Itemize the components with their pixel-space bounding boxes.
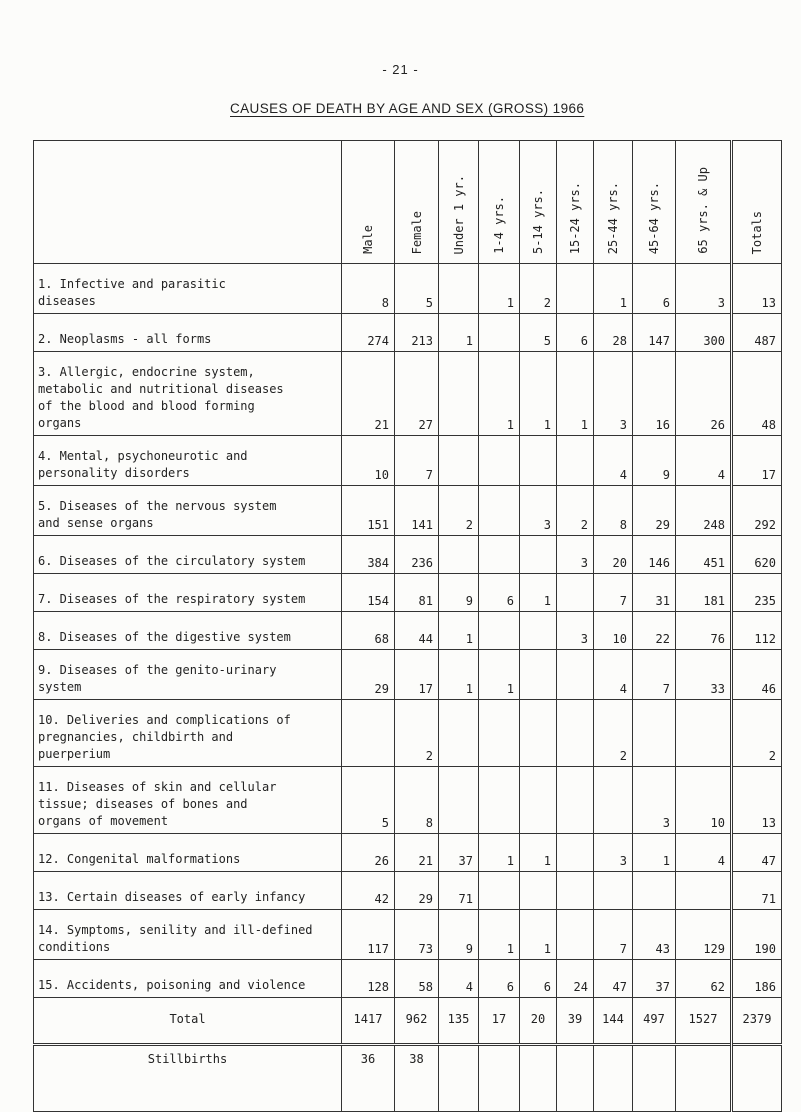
column-header — [520, 141, 557, 264]
table-cell: 1 — [439, 650, 479, 700]
table-cell — [633, 872, 676, 910]
table-cell — [479, 486, 520, 536]
table-cell — [520, 612, 557, 650]
table-cell: 9 — [633, 436, 676, 486]
table-cell: 2379 — [732, 998, 782, 1045]
table-cell: 62 — [676, 960, 732, 998]
table-cell — [479, 767, 520, 834]
cause-label: 14. Symptoms, senility and ill-defined conditions — [34, 910, 342, 960]
table-cell: 20 — [594, 536, 633, 574]
cause-label: 8. Diseases of the digestive system — [34, 612, 342, 650]
table-cell: 27 — [395, 352, 439, 436]
table-cell: 2 — [439, 486, 479, 536]
table-cell: 3 — [557, 612, 594, 650]
table-cell: 5 — [520, 314, 557, 352]
cause-label: 12. Congenital malformations — [34, 834, 342, 872]
table-cell: 2 — [732, 700, 782, 767]
table-cell — [676, 872, 732, 910]
table-cell: 4 — [594, 436, 633, 486]
table-cell: 129 — [676, 910, 732, 960]
table-cell: 300 — [676, 314, 732, 352]
column-header-label: 25-44 yrs. — [606, 181, 620, 254]
table-cell — [439, 1045, 479, 1112]
table-cell: 7 — [395, 436, 439, 486]
column-header — [633, 141, 676, 264]
table-row — [34, 352, 782, 436]
table-row — [34, 767, 782, 834]
table-cell: 112 — [732, 612, 782, 650]
table-cell: 497 — [633, 998, 676, 1045]
table-cell: 7 — [594, 910, 633, 960]
table-cell: 29 — [395, 872, 439, 910]
table-cell: 43 — [633, 910, 676, 960]
table-cell: 1 — [594, 264, 633, 314]
table-cell: 16 — [633, 352, 676, 436]
cause-label: 6. Diseases of the circulatory system — [34, 536, 342, 574]
table-row — [34, 536, 782, 574]
table-row — [34, 960, 782, 998]
table-row — [34, 650, 782, 700]
table-cell: 2 — [395, 700, 439, 767]
table-cell: 3 — [594, 834, 633, 872]
table-cell: 962 — [395, 998, 439, 1045]
table-cell: 135 — [439, 998, 479, 1045]
table-cell: 274 — [342, 314, 395, 352]
table-cell — [520, 767, 557, 834]
table-cell: 1 — [439, 314, 479, 352]
table-cell: 68 — [342, 612, 395, 650]
table-cell: 36 — [342, 1045, 395, 1112]
table-cell: 37 — [439, 834, 479, 872]
table-cell: 10 — [594, 612, 633, 650]
table-cell — [557, 910, 594, 960]
table-cell: 248 — [676, 486, 732, 536]
table-cell — [557, 767, 594, 834]
table-cell: 33 — [676, 650, 732, 700]
table-cell — [439, 264, 479, 314]
table-cell — [342, 700, 395, 767]
table-cell: 6 — [520, 960, 557, 998]
table-cell — [479, 314, 520, 352]
table-cell: 46 — [732, 650, 782, 700]
table-cell: 10 — [676, 767, 732, 834]
table-cell — [479, 436, 520, 486]
cause-label: 11. Diseases of skin and cellular tissue; diseases of bones and organs of movement — [34, 767, 342, 834]
column-header-label: 5-14 yrs. — [531, 188, 545, 254]
table-cell — [557, 1045, 594, 1112]
table-cell — [633, 1045, 676, 1112]
table-cell: 37 — [633, 960, 676, 998]
table-cell — [439, 536, 479, 574]
table-cell: 21 — [342, 352, 395, 436]
table-row — [34, 612, 782, 650]
table-cell: 8 — [342, 264, 395, 314]
cause-label: 7. Diseases of the respiratory system — [34, 574, 342, 612]
table-cell — [479, 700, 520, 767]
table-cell — [594, 1045, 633, 1112]
column-header-label: 15-24 yrs. — [568, 181, 582, 254]
table-cell — [439, 700, 479, 767]
table-cell: 13 — [732, 767, 782, 834]
table-row — [34, 264, 782, 314]
column-header-label: 1-4 yrs. — [492, 196, 506, 254]
table-cell: 71 — [439, 872, 479, 910]
table-cell: 4 — [439, 960, 479, 998]
table-cell — [439, 436, 479, 486]
table-cell — [557, 436, 594, 486]
cause-label: 3. Allergic, endocrine system, metabolic and nutritional diseases of the blood and blood forming organs — [34, 352, 342, 436]
table-cell: 29 — [633, 486, 676, 536]
table-cell — [594, 767, 633, 834]
table-cell: 1 — [479, 650, 520, 700]
table-cell: 73 — [395, 910, 439, 960]
table-cell: 42 — [342, 872, 395, 910]
page-title: CAUSES OF DEATH BY AGE AND SEX (GROSS) 1966 — [230, 101, 585, 116]
table-cell: 128 — [342, 960, 395, 998]
table-cell: 620 — [732, 536, 782, 574]
table-cell — [520, 436, 557, 486]
table-cell: 22 — [633, 612, 676, 650]
column-header-label: Female — [409, 210, 424, 254]
table-cell: 5 — [395, 264, 439, 314]
table-cell: 1417 — [342, 998, 395, 1045]
table-cell: 1 — [520, 834, 557, 872]
table-cell: 151 — [342, 486, 395, 536]
table-cell: 76 — [676, 612, 732, 650]
table-cell — [520, 700, 557, 767]
table-cell — [520, 872, 557, 910]
table-cell: 154 — [342, 574, 395, 612]
table-cell: 236 — [395, 536, 439, 574]
column-header — [557, 141, 594, 264]
header-row — [34, 141, 782, 264]
table-cell: 213 — [395, 314, 439, 352]
table-cell: 9 — [439, 910, 479, 960]
table-cell: 9 — [439, 574, 479, 612]
causes-of-death-table — [33, 140, 782, 1112]
total-label: Total — [34, 998, 342, 1045]
cause-label: 10. Deliveries and complications of pregnancies, childbirth and puerperium — [34, 700, 342, 767]
table-cell: 6 — [633, 264, 676, 314]
table-cell: 7 — [594, 574, 633, 612]
table-cell — [479, 1045, 520, 1112]
table-cell: 3 — [520, 486, 557, 536]
table-cell: 2 — [594, 700, 633, 767]
table-cell: 2 — [557, 486, 594, 536]
table-cell: 17 — [732, 436, 782, 486]
table-cell: 44 — [395, 612, 439, 650]
table-body — [34, 264, 782, 1112]
table-cell: 1 — [439, 612, 479, 650]
table-row — [34, 574, 782, 612]
column-header — [732, 141, 782, 264]
cause-label: 9. Diseases of the genito-urinary system — [34, 650, 342, 700]
table-cell: 1 — [557, 352, 594, 436]
table-cell: 4 — [676, 436, 732, 486]
table-cell — [633, 700, 676, 767]
table-row — [34, 910, 782, 960]
table-cell: 21 — [395, 834, 439, 872]
table-cell — [676, 700, 732, 767]
table-row — [34, 486, 782, 536]
cause-label: 2. Neoplasms - all forms — [34, 314, 342, 352]
table-cell: 4 — [676, 834, 732, 872]
table-cell: 17 — [395, 650, 439, 700]
table-cell — [557, 834, 594, 872]
table-cell: 26 — [676, 352, 732, 436]
cause-label: 15. Accidents, poisoning and violence — [34, 960, 342, 998]
table-cell: 8 — [594, 486, 633, 536]
table-cell — [479, 872, 520, 910]
table-cell: 1 — [479, 264, 520, 314]
table-cell: 39 — [557, 998, 594, 1045]
cause-label: 1. Infective and parasitic diseases — [34, 264, 342, 314]
table-cell: 1527 — [676, 998, 732, 1045]
total-row — [34, 998, 782, 1045]
column-header — [395, 141, 439, 264]
table-cell: 10 — [342, 436, 395, 486]
table-cell: 3 — [594, 352, 633, 436]
table-cell: 186 — [732, 960, 782, 998]
page-number: - 21 - — [382, 62, 419, 77]
table-cell: 47 — [594, 960, 633, 998]
table-cell: 190 — [732, 910, 782, 960]
table-cell: 31 — [633, 574, 676, 612]
cause-label: 4. Mental, psychoneurotic and personality disorders — [34, 436, 342, 486]
table-cell: 5 — [342, 767, 395, 834]
table-cell: 181 — [676, 574, 732, 612]
table-cell — [557, 650, 594, 700]
table-cell — [557, 872, 594, 910]
column-header-label: 65 yrs. & Up — [696, 167, 710, 254]
table-cell: 1 — [520, 910, 557, 960]
table-cell: 4 — [594, 650, 633, 700]
table-cell: 3 — [676, 264, 732, 314]
table-cell: 1 — [479, 910, 520, 960]
table-cell: 451 — [676, 536, 732, 574]
table-cell — [557, 700, 594, 767]
table-cell — [520, 536, 557, 574]
cause-label: 5. Diseases of the nervous system and sense organs — [34, 486, 342, 536]
table-cell: 2 — [520, 264, 557, 314]
table-row — [34, 436, 782, 486]
table-row — [34, 872, 782, 910]
table-cell: 28 — [594, 314, 633, 352]
table-cell: 144 — [594, 998, 633, 1045]
table-cell: 48 — [732, 352, 782, 436]
table-row — [34, 834, 782, 872]
table-cell — [479, 612, 520, 650]
table-cell: 47 — [732, 834, 782, 872]
column-header-label: Under 1 yr. — [451, 174, 466, 254]
table-cell: 7 — [633, 650, 676, 700]
table-cell — [479, 536, 520, 574]
table-cell: 38 — [395, 1045, 439, 1112]
table-cell: 58 — [395, 960, 439, 998]
table-cell: 3 — [557, 536, 594, 574]
column-header — [342, 141, 395, 264]
table-cell: 24 — [557, 960, 594, 998]
header-cause-cell — [34, 141, 342, 264]
table-cell — [732, 1045, 782, 1112]
column-header — [479, 141, 520, 264]
table-cell: 147 — [633, 314, 676, 352]
table-cell: 292 — [732, 486, 782, 536]
table-cell — [439, 767, 479, 834]
stillbirths-label: Stillbirths — [34, 1045, 342, 1112]
table-cell: 3 — [633, 767, 676, 834]
table-cell: 6 — [479, 574, 520, 612]
table-cell: 487 — [732, 314, 782, 352]
table-cell: 6 — [557, 314, 594, 352]
table-cell: 1 — [633, 834, 676, 872]
table-cell: 117 — [342, 910, 395, 960]
table-cell — [520, 1045, 557, 1112]
table-cell: 141 — [395, 486, 439, 536]
table-cell: 235 — [732, 574, 782, 612]
table-cell: 146 — [633, 536, 676, 574]
table-row — [34, 700, 782, 767]
table-cell: 13 — [732, 264, 782, 314]
column-header — [439, 141, 479, 264]
table-cell: 81 — [395, 574, 439, 612]
table-cell — [557, 574, 594, 612]
table-cell — [520, 650, 557, 700]
column-header — [676, 141, 732, 264]
table-cell: 26 — [342, 834, 395, 872]
table-cell — [557, 264, 594, 314]
table-cell: 1 — [479, 352, 520, 436]
column-header-label: Totals — [750, 210, 764, 254]
cause-label: 13. Certain diseases of early infancy — [34, 872, 342, 910]
stillbirths-row — [34, 1045, 782, 1112]
table-cell — [594, 872, 633, 910]
column-header-label: 45-64 yrs. — [647, 181, 661, 254]
table-row — [34, 314, 782, 352]
column-header — [594, 141, 633, 264]
column-header-label: Male — [361, 225, 375, 254]
table-cell — [439, 352, 479, 436]
table-cell — [676, 1045, 732, 1112]
table-cell: 20 — [520, 998, 557, 1045]
table-cell: 384 — [342, 536, 395, 574]
table-cell: 71 — [732, 872, 782, 910]
table-cell: 6 — [479, 960, 520, 998]
table-cell: 29 — [342, 650, 395, 700]
table-cell: 1 — [520, 352, 557, 436]
table-cell: 1 — [520, 574, 557, 612]
table-cell: 17 — [479, 998, 520, 1045]
table-cell: 8 — [395, 767, 439, 834]
table-cell: 1 — [479, 834, 520, 872]
